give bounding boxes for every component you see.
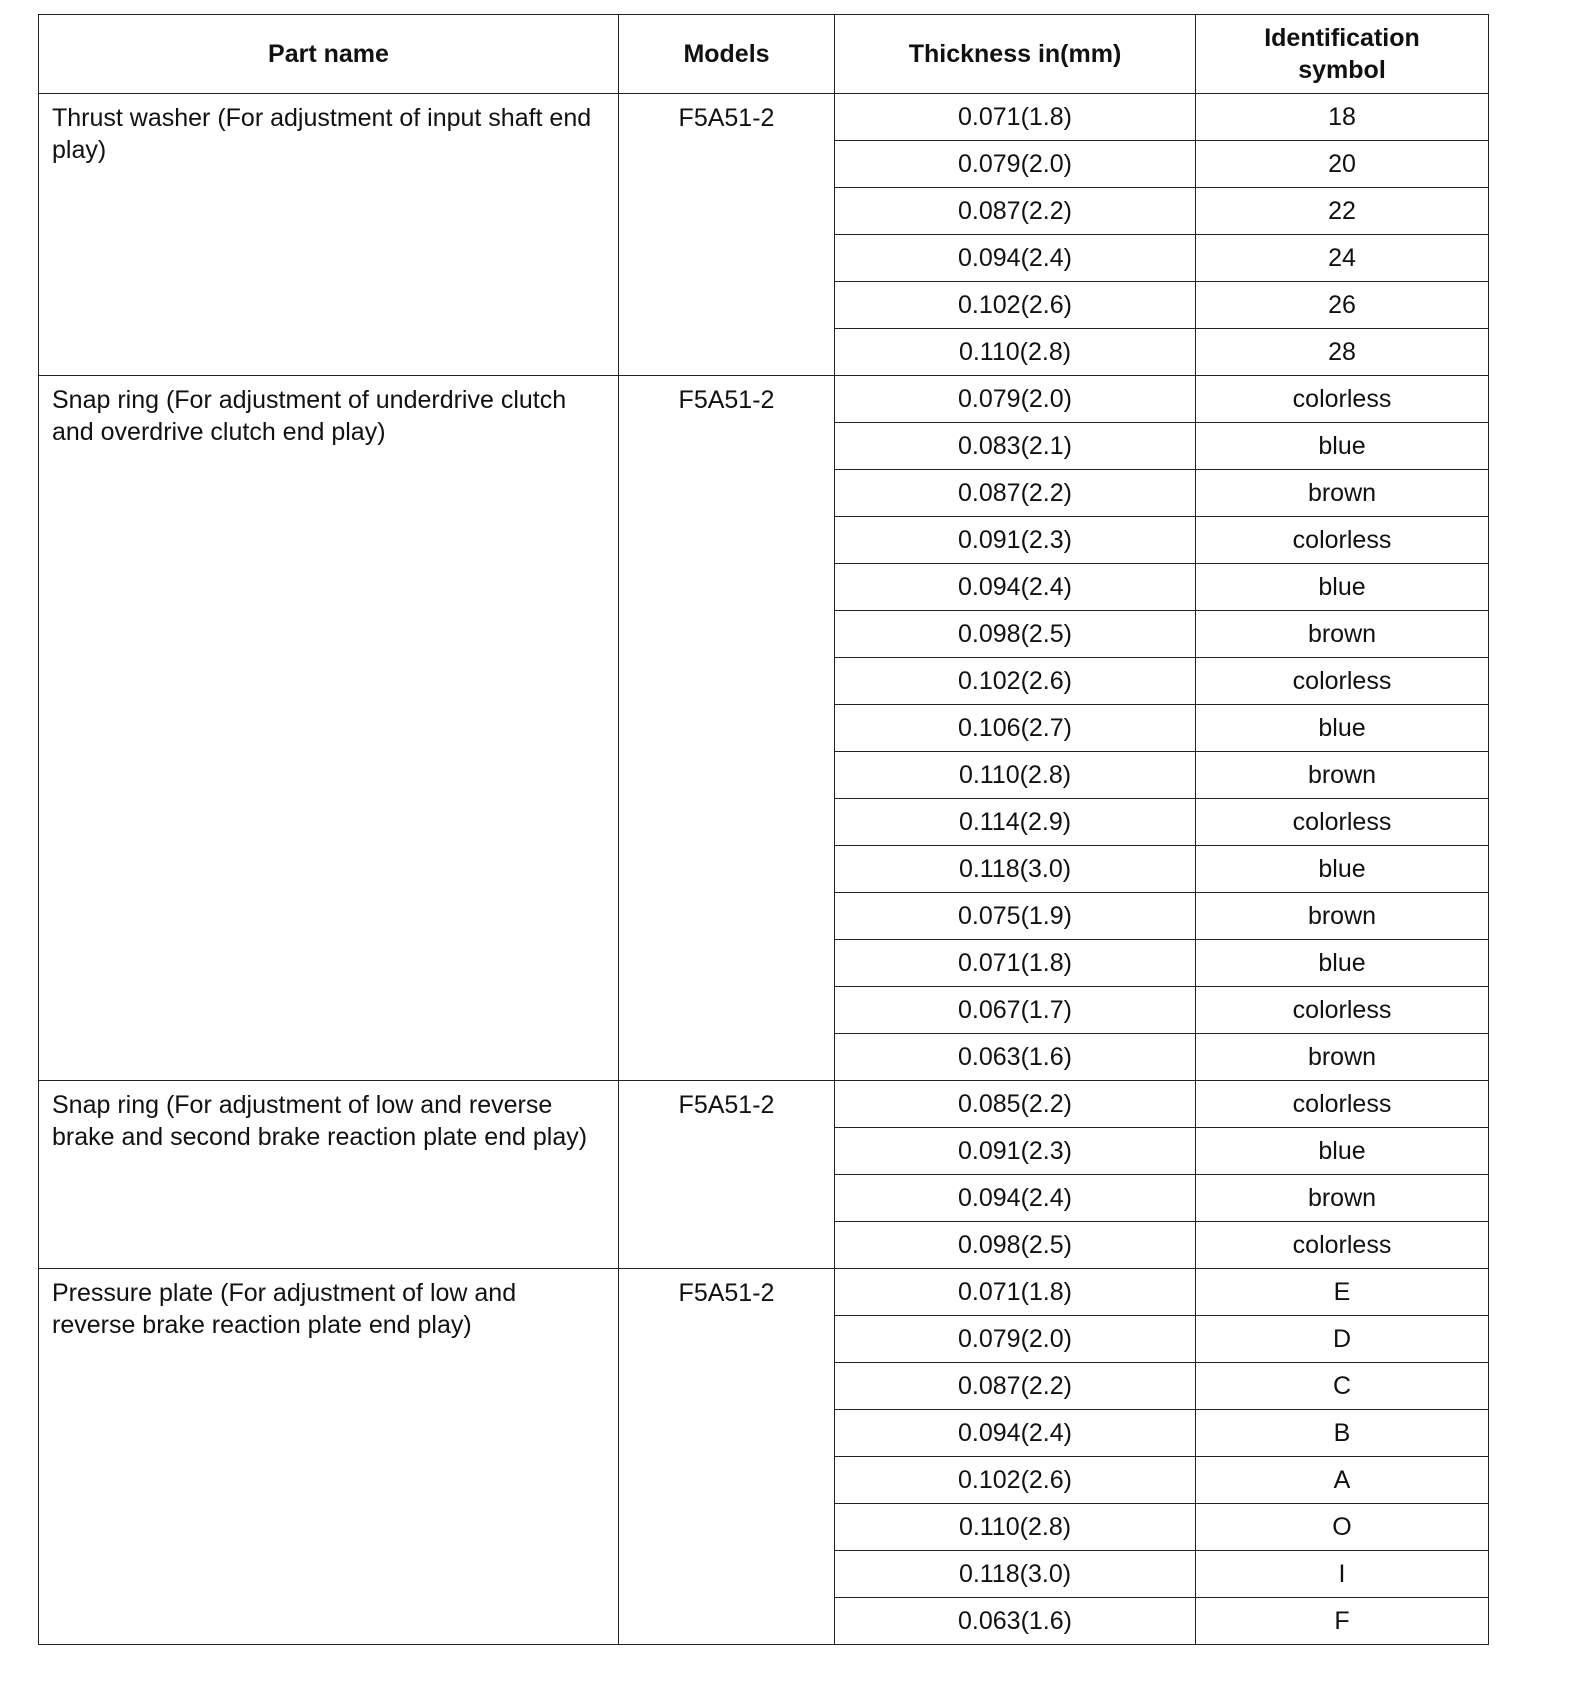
thickness-cell: 0.114(2.9) bbox=[835, 799, 1196, 846]
thickness-cell: 0.063(1.6) bbox=[835, 1034, 1196, 1081]
identification-symbol-cell: D bbox=[1196, 1316, 1489, 1363]
thickness-cell: 0.110(2.8) bbox=[835, 752, 1196, 799]
thickness-cell: 0.067(1.7) bbox=[835, 987, 1196, 1034]
identification-symbol-cell: brown bbox=[1196, 1175, 1489, 1222]
header-part-name: Part name bbox=[39, 15, 619, 94]
identification-symbol-cell: blue bbox=[1196, 705, 1489, 752]
identification-symbol-cell: brown bbox=[1196, 470, 1489, 517]
identification-symbol-cell: 18 bbox=[1196, 94, 1489, 141]
thickness-cell: 0.063(1.6) bbox=[835, 1598, 1196, 1645]
thickness-cell: 0.087(2.2) bbox=[835, 1363, 1196, 1410]
parts-specification-table bbox=[38, 14, 1489, 1645]
identification-symbol-cell: colorless bbox=[1196, 517, 1489, 564]
identification-symbol-cell: colorless bbox=[1196, 799, 1489, 846]
thickness-cell: 0.071(1.8) bbox=[835, 94, 1196, 141]
thickness-cell: 0.079(2.0) bbox=[835, 376, 1196, 423]
thickness-cell: 0.098(2.5) bbox=[835, 1222, 1196, 1269]
part-name-cell: Thrust washer (For adjustment of input shaft end play) bbox=[39, 94, 619, 376]
table-row bbox=[39, 1081, 1489, 1128]
identification-symbol-cell: colorless bbox=[1196, 376, 1489, 423]
identification-symbol-cell: blue bbox=[1196, 940, 1489, 987]
thickness-cell: 0.087(2.2) bbox=[835, 188, 1196, 235]
model-cell: F5A51-2 bbox=[619, 1081, 835, 1269]
identification-symbol-cell: colorless bbox=[1196, 658, 1489, 705]
thickness-cell: 0.094(2.4) bbox=[835, 1410, 1196, 1457]
part-name-cell: Snap ring (For adjustment of low and reverse brake and second brake reaction plate end play) bbox=[39, 1081, 619, 1269]
identification-symbol-cell: brown bbox=[1196, 893, 1489, 940]
identification-symbol-cell: O bbox=[1196, 1504, 1489, 1551]
table-row bbox=[39, 376, 1489, 423]
thickness-cell: 0.079(2.0) bbox=[835, 1316, 1196, 1363]
thickness-cell: 0.094(2.4) bbox=[835, 235, 1196, 282]
thickness-cell: 0.087(2.2) bbox=[835, 470, 1196, 517]
thickness-cell: 0.071(1.8) bbox=[835, 1269, 1196, 1316]
thickness-cell: 0.118(3.0) bbox=[835, 846, 1196, 893]
header-thickness: Thickness in(mm) bbox=[835, 15, 1196, 94]
thickness-cell: 0.094(2.4) bbox=[835, 564, 1196, 611]
identification-symbol-cell: 22 bbox=[1196, 188, 1489, 235]
thickness-cell: 0.098(2.5) bbox=[835, 611, 1196, 658]
part-name-cell: Snap ring (For adjustment of underdrive clutch and overdrive clutch end play) bbox=[39, 376, 619, 1081]
thickness-cell: 0.075(1.9) bbox=[835, 893, 1196, 940]
thickness-cell: 0.091(2.3) bbox=[835, 517, 1196, 564]
identification-symbol-cell: brown bbox=[1196, 611, 1489, 658]
identification-symbol-cell: colorless bbox=[1196, 1081, 1489, 1128]
identification-symbol-cell: B bbox=[1196, 1410, 1489, 1457]
model-cell: F5A51-2 bbox=[619, 1269, 835, 1645]
identification-symbol-cell: 20 bbox=[1196, 141, 1489, 188]
thickness-cell: 0.118(3.0) bbox=[835, 1551, 1196, 1598]
identification-symbol-cell: blue bbox=[1196, 1128, 1489, 1175]
table-row bbox=[39, 1269, 1489, 1316]
identification-symbol-cell: 28 bbox=[1196, 329, 1489, 376]
thickness-cell: 0.110(2.8) bbox=[835, 1504, 1196, 1551]
thickness-cell: 0.102(2.6) bbox=[835, 658, 1196, 705]
identification-symbol-cell: E bbox=[1196, 1269, 1489, 1316]
thickness-cell: 0.085(2.2) bbox=[835, 1081, 1196, 1128]
identification-symbol-cell: 24 bbox=[1196, 235, 1489, 282]
thickness-cell: 0.083(2.1) bbox=[835, 423, 1196, 470]
identification-symbol-cell: F bbox=[1196, 1598, 1489, 1645]
thickness-cell: 0.091(2.3) bbox=[835, 1128, 1196, 1175]
identification-symbol-cell: colorless bbox=[1196, 987, 1489, 1034]
model-cell: F5A51-2 bbox=[619, 376, 835, 1081]
identification-symbol-cell: brown bbox=[1196, 1034, 1489, 1081]
part-name-cell: Pressure plate (For adjustment of low and reverse brake reaction plate end play) bbox=[39, 1269, 619, 1645]
table-row bbox=[39, 94, 1489, 141]
thickness-cell: 0.110(2.8) bbox=[835, 329, 1196, 376]
identification-symbol-cell: blue bbox=[1196, 423, 1489, 470]
identification-symbol-cell: blue bbox=[1196, 846, 1489, 893]
identification-symbol-cell: 26 bbox=[1196, 282, 1489, 329]
identification-symbol-cell: C bbox=[1196, 1363, 1489, 1410]
header-identification-symbol: Identification symbol bbox=[1196, 15, 1489, 94]
thickness-cell: 0.106(2.7) bbox=[835, 705, 1196, 752]
identification-symbol-cell: blue bbox=[1196, 564, 1489, 611]
identification-symbol-cell: A bbox=[1196, 1457, 1489, 1504]
thickness-cell: 0.094(2.4) bbox=[835, 1175, 1196, 1222]
identification-symbol-cell: I bbox=[1196, 1551, 1489, 1598]
identification-symbol-cell: brown bbox=[1196, 752, 1489, 799]
identification-symbol-cell: colorless bbox=[1196, 1222, 1489, 1269]
thickness-cell: 0.102(2.6) bbox=[835, 1457, 1196, 1504]
thickness-cell: 0.079(2.0) bbox=[835, 141, 1196, 188]
model-cell: F5A51-2 bbox=[619, 94, 835, 376]
thickness-cell: 0.102(2.6) bbox=[835, 282, 1196, 329]
table-body bbox=[39, 94, 1489, 1645]
thickness-cell: 0.071(1.8) bbox=[835, 940, 1196, 987]
header-row bbox=[39, 15, 1489, 94]
header-models: Models bbox=[619, 15, 835, 94]
